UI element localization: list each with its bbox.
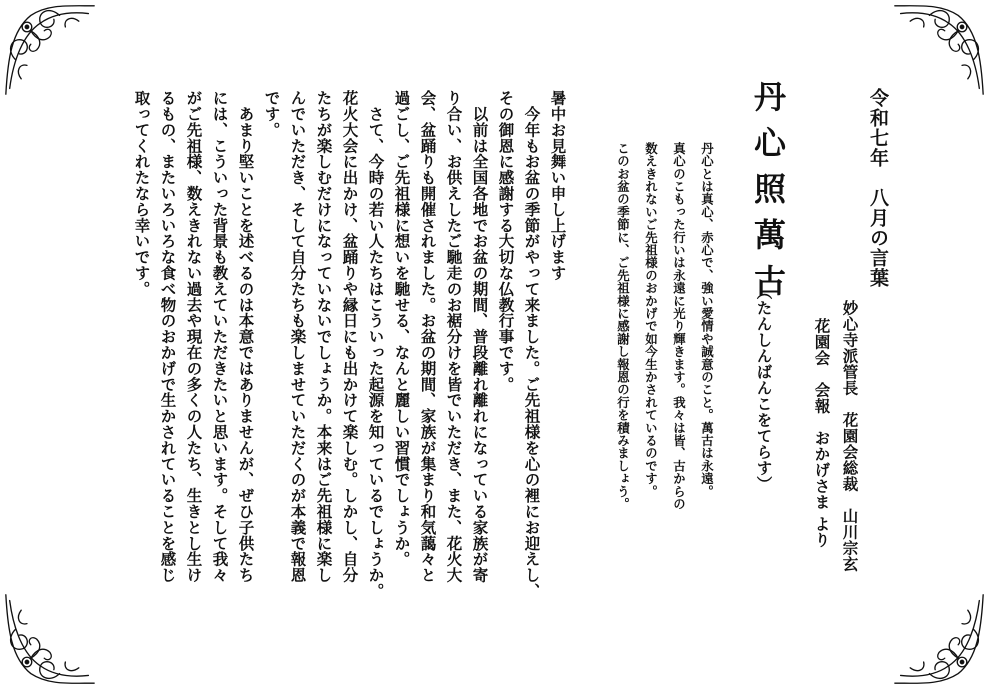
body-line-16: るもの、またいろいろな食べ物のおかげで生かされていることを感じ xyxy=(158,90,178,583)
body-line-12: です。 xyxy=(262,90,282,138)
corner-flourish-top-right xyxy=(891,2,987,98)
body-line-13: あまり堅いことを述べるのは本意ではありませんが、ぜひ子供たち xyxy=(236,90,256,583)
date-heading: 令和七年 八月の言葉 xyxy=(867,88,889,288)
body-line-1: 暑中お見舞い申し上げます xyxy=(548,90,568,281)
corner-flourish-bottom-right xyxy=(891,591,987,687)
explanation-line-3: 数えきれないご先祖様のおかげで如今生かされているのです。 xyxy=(643,142,659,498)
body-line-4: 以前は全国各地でお盆の期間、普段離れ離れになっている家族が寄 xyxy=(470,90,490,583)
corner-flourish-top-left xyxy=(2,2,98,98)
title-reading: （たんしんばんこをてらす） xyxy=(754,284,774,492)
body-line-6: 会、盆踊りも開催されました。お盆の期間、家族が集まり和気藹々と xyxy=(418,90,438,583)
explanation-line-4: このお盆の季節に、ご先祖様に感謝し報恩の行を積みましょう。 xyxy=(615,142,631,511)
body-line-10: たちが楽しむだけになっていないでしょうか。本来はご先祖様に楽し xyxy=(314,90,334,583)
body-line-3: その御恩に感謝する大切な仏教行事です。 xyxy=(496,90,516,393)
corner-flourish-bottom-left xyxy=(2,591,98,687)
body-line-15: がご先祖様、数えきれない過去や現在の多くの人たち、生きとし生け xyxy=(184,90,204,583)
explanation-line-2: 真心のこもった行いは永遠に光り輝きます。我々は皆、古からの xyxy=(671,142,687,511)
body-line-14: には、こういった背景も教えていただきたいと思います。そして我々 xyxy=(210,90,230,583)
body-line-8: さて、今時の若い人たちはこういった起源を知っているでしょうか。 xyxy=(366,90,386,599)
body-line-17: 取ってくれたなら幸いです。 xyxy=(132,90,152,297)
body-line-11: んでいただき、そして自分たちも楽しませていただくのが本義で報恩 xyxy=(288,90,308,583)
body-line-5: り合い、お供えしたご馳走のお裾分けを皆でいただき、また、花火大 xyxy=(444,90,464,583)
explanation-line-1: 丹心とは真心、赤心で、強い愛情や誠意のこと。萬古は永遠。 xyxy=(699,142,715,498)
signature-line-1: 妙心寺派管長 花園会総裁 山川宗玄 xyxy=(840,300,860,572)
main-title: 丹心照萬古 xyxy=(749,80,787,310)
body-line-7: 過ごし、ご先祖様に想いを馳せる、なんと麗しい習慣でしょうか。 xyxy=(392,90,412,567)
body-line-2: 今年もお盆の季節がやって来ました。ご先祖様を心の裡にお迎えし、 xyxy=(522,90,542,599)
signature-line-2: 花園会 会報 おかげさま より xyxy=(812,318,832,548)
body-line-9: 花火大会に出かけ、盆踊りや縁日にも出かけて楽しむ。しかし、自分 xyxy=(340,90,360,583)
